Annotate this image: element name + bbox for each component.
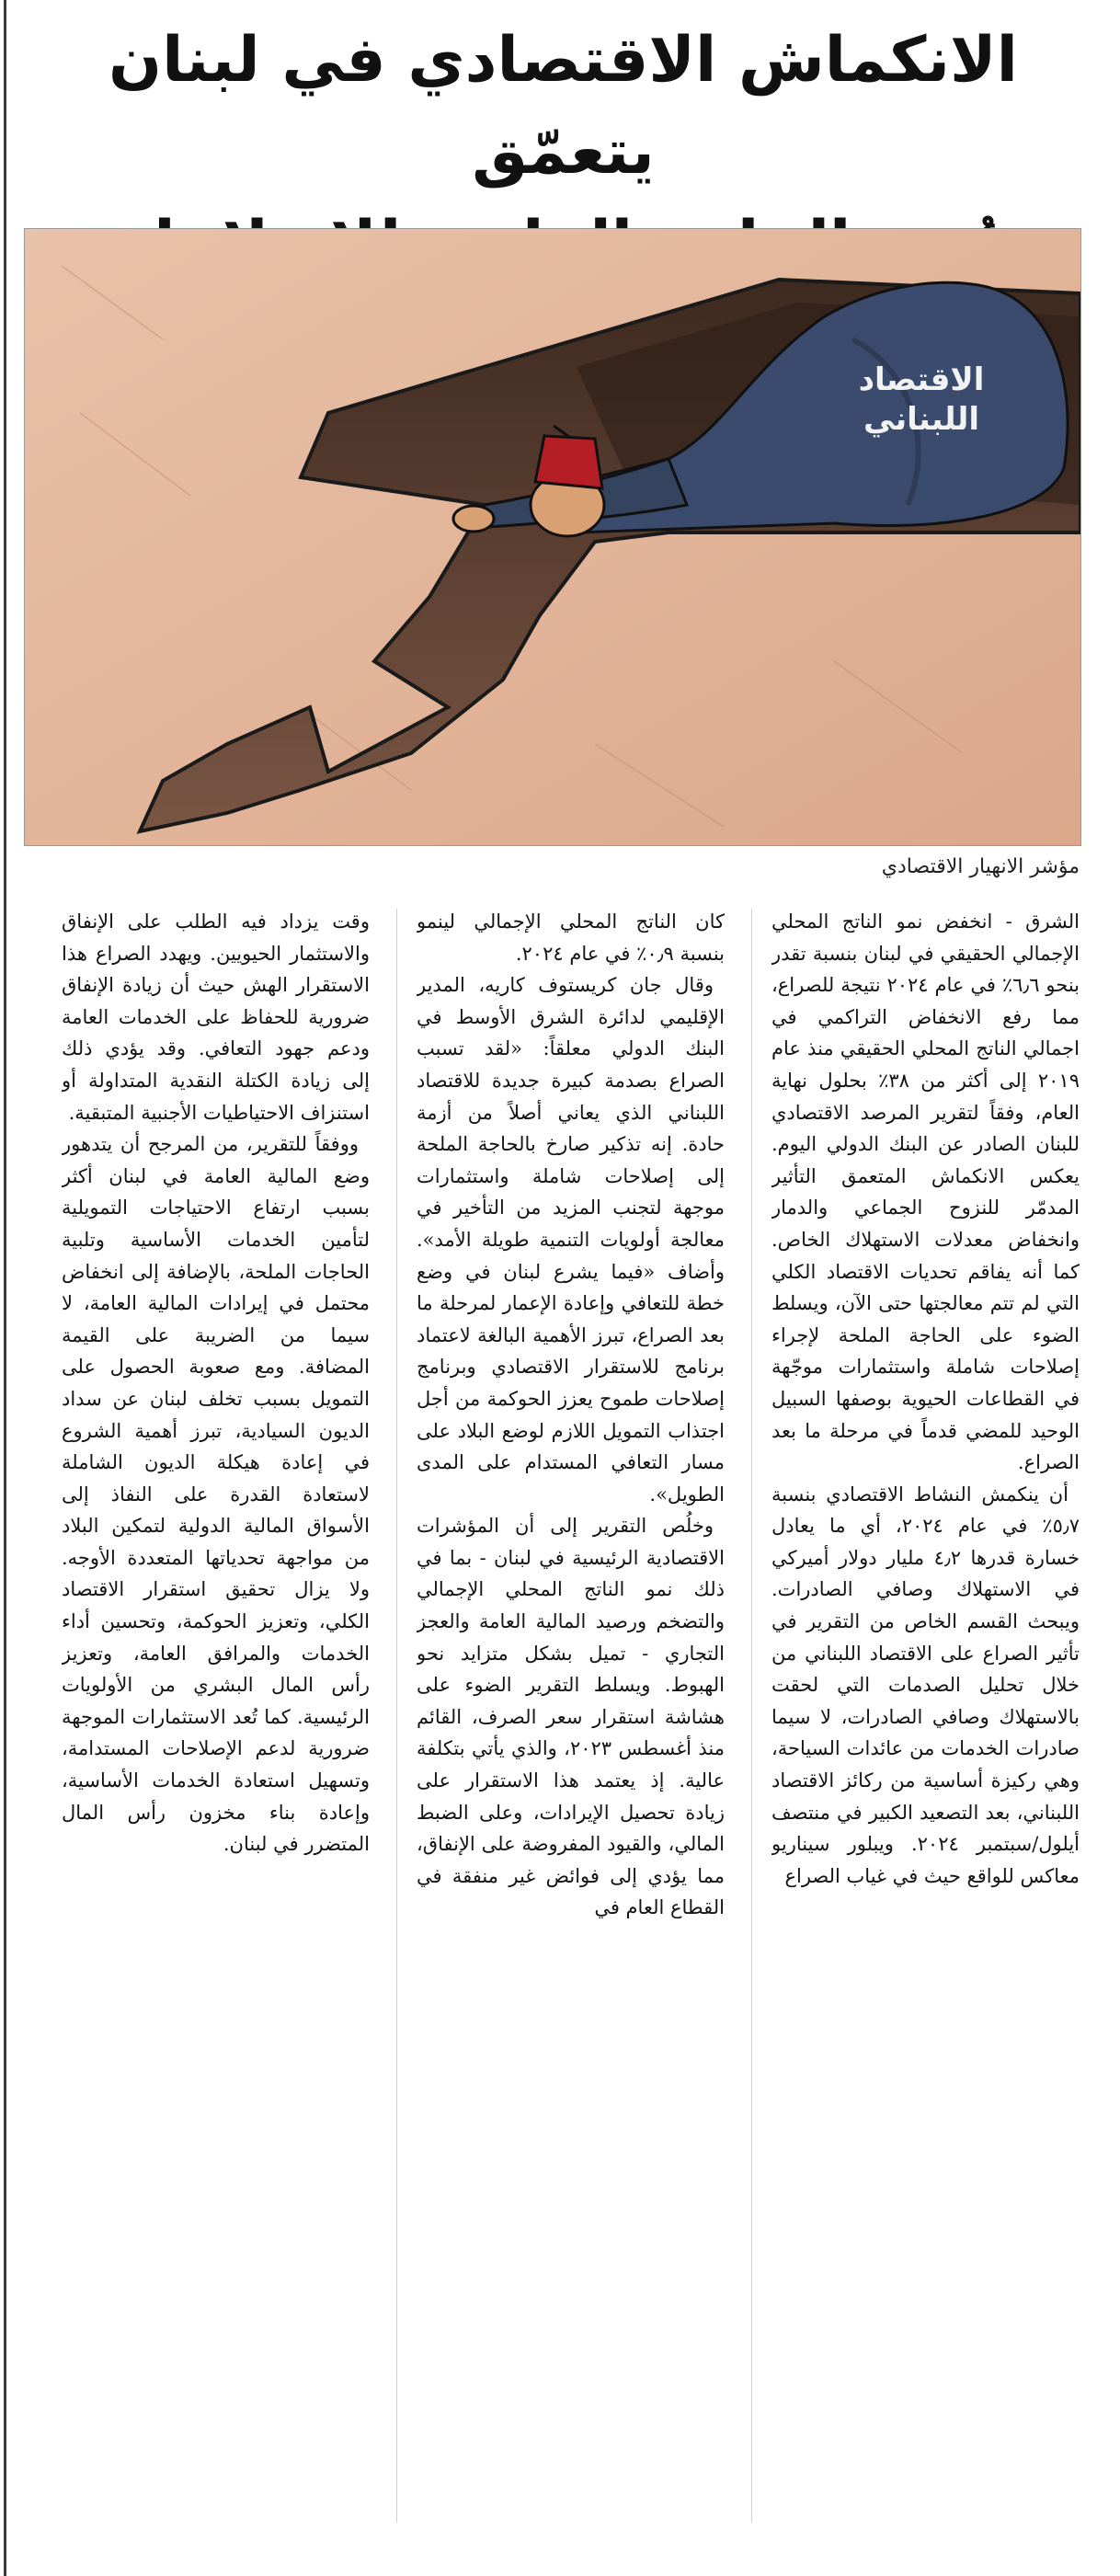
headline-line-1: الانكماش الاقتصادي في لبنان يتعمّق [109, 24, 1018, 189]
article-paragraph: وقت يزداد فيه الطلب على الإنفاق والاستثمار الحيويين. ويهدد الصراع هذا الاستقرار الهش حيث أن زيادة الإنفاق ضرورية للحفاظ على الخدمات العامة ودعم جهود التعافي. وقد يؤدي ذلك إلى زيادة الكتلة النقدية المتداولة أو استنزاف الاحتياطيات الأجنبية المتبقية. [62, 910, 370, 1124]
article-paragraph: كان الناتج المحلي الإجمالي لينمو بنسبة ٠٫٩٪ في عام ٢٠٢٤. [417, 910, 725, 965]
article-column-1 [771, 906, 1080, 2524]
article-column-2 [417, 906, 725, 2524]
cartoon-illustration [24, 228, 1081, 846]
cartoon-label-line-1: الاقتصاد [858, 361, 985, 398]
cartoon-label-line-2: اللبناني [863, 401, 979, 438]
column-divider [751, 909, 752, 2523]
article-paragraph: وخلُص التقرير إلى أن المؤشرات الاقتصادية الرئيسية في لبنان - بما في ذلك نمو الناتج المحلي الإجمالي والتضخم ورصيد المالية العامة والعجز التجاري - تميل بشكل متزايد نحو الهبوط. ويسلط التقرير الضوء على هشاشة استقرار سعر الصرف، القائم منذ أغسطس ٢٠٢٣، والذي يأتي بتكلفة عالية. إذ يعتمد هذا الاستقرار على زيادة تحصيل الإيرادات، وعلى الضبط المالي، والقيود المفروضة على الإنفاق، مما يؤدي إلى فوائض غير منفقة في القطاع العام في [417, 1515, 725, 1919]
page-edge-rule [4, 0, 6, 2576]
article-column-3 [62, 906, 370, 2524]
fez-hat [535, 436, 602, 488]
article-paragraph: أن ينكمش النشاط الاقتصادي بنسبة ٥٫٧٪ في عام ٢٠٢٤، أي ما يعادل خسارة قدرها ٤٫٢ مليار دولار أميركي في الاستهلاك وصافي الصادرات. ويبحث القسم الخاص من التقرير في تأثير الصراع على الاقتصاد اللبناني من خلال تحليل الصدمات التي لحقت بالاستهلاك وصافي الصادرات، لا سيما صادرات الخدمات من عائدات السياحة، وهي ركيزة أساسية من ركائز الاقتصاد اللبناني، بعد التصعيد الكبير في منتصف أيلول/سبتمبر ٢٠٢٤. ويبلور سيناريو معاكس للواقع حيث في غياب الصراع [771, 1483, 1080, 1887]
article-paragraph: وقال جان كريستوف كاريه، المدير الإقليمي لدائرة الشرق الأوسط في البنك الدولي معلقاً: «لقد تسبب الصراع بصدمة كبيرة جديدة للاقتصاد اللبناني الذي يعاني أصلاً من أزمة حادة. إنه تذكير صارخ بالحاجة الملحة إلى إصلاحات شاملة واستثمارات موجهة لتجنب المزيد من التأخير في معالجة أولويات التنمية طويلة الأمد». وأضاف «فيما يشرع لبنان في وضع خطة للتعافي وإعادة الإعمار لمرحلة ما بعد الصراع، تبرز الأهمية البالغة لاعتماد برنامج للاستقرار الاقتصادي وبرنامج إصلاحات طموح يعزز الحوكمة من أجل اجتذاب التمويل اللازم لوضع البلاد على مسار التعافي المستدام على المدى الطويل». [417, 974, 725, 1506]
article-paragraph: الشرق - انخفض نمو الناتج المحلي الإجمالي الحقيقي في لبنان بنسبة تقدر بنحو ٦٫٦٪ في عام ٢٠٢٤ نتيجة للصراع، مما رفع الانخفاض التراكمي في اجمالي الناتج المحلي الحقيقي منذ عام ٢٠١٩ إلى أكثر من ٣٨٪ بحلول نهاية العام، وفقاً لتقرير المرصد الاقتصادي للبنان الصادر عن البنك الدولي اليوم. يعكس الانكماش المتعمق التأثير المدمّر للنزوح الجماعي والدمار وانخفاض معدلات الاستهلاك الخاص. كما أنه يفاقم تحديات الاقتصاد الكلي التي لم تتم معالجتها حتى الآن، ويسلط الضوء على الحاجة الملحة لإجراء إصلاحات شاملة واستثمارات موجّهة في القطاعات الحيوية بوصفها السبيل الوحيد للمضي قدماً في مرحلة ما بعد الصراع. [771, 910, 1080, 1474]
image-caption: مؤشر الانهيار الاقتصادي [881, 855, 1080, 878]
article-paragraph: ووفقاً للتقرير، من المرجح أن يتدهور وضع المالية العامة في لبنان أكثر بسبب ارتفاع الاحتياجات التمويلية لتأمين الخدمات الأساسية وتلبية الحاجات الملحة، بالإضافة إلى انخفاض محتمل في إيرادات المالية العامة، لا سيما من الضريبة على القيمة المضافة. ومع صعوبة الحصول على التمويل بسبب تخلف لبنان عن سداد الديون السيادية، تبرز أهمية الشروع في إعادة هيكلة الديون الشاملة لاستعادة القدرة على النفاذ إلى الأسواق المالية الدولية لتمكين البلاد من مواجهة تحدياتها المتعددة الأوجه. ولا يزال تحقيق استقرار الاقتصاد الكلي، وتعزيز الحوكمة، وتحسين أداء الخدمات والمرافق العامة، وتعزيز رأس المال البشري من الأولويات الرئيسية. كما تُعد الاستثمارات الموجهة ضرورية لدعم الإصلاحات المستدامة، وتسهيل استعادة الخدمات الأساسية، وإعادة بناء مخزون رأس المال المتضرر في لبنان. [62, 1133, 370, 1856]
column-divider [396, 909, 397, 2523]
man-hand [453, 506, 494, 532]
